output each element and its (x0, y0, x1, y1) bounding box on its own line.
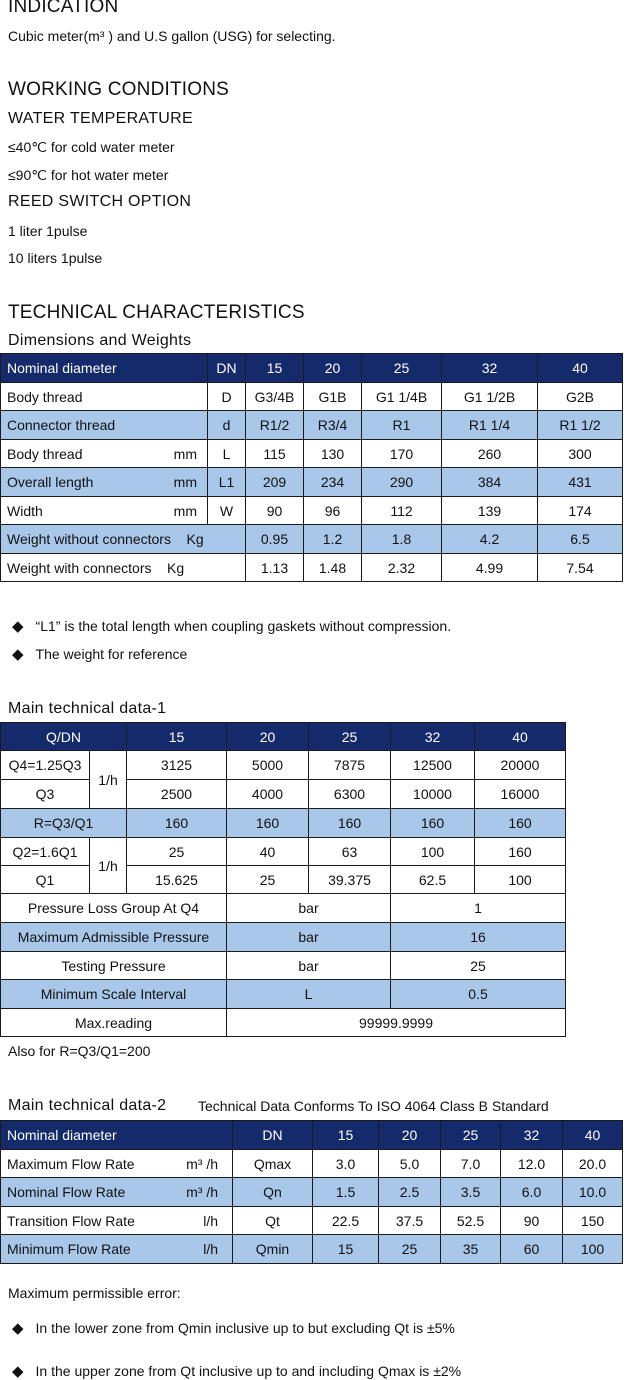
row-label: Q4=1.25Q3 (1, 751, 90, 780)
table-row (1, 497, 623, 525)
row-symbol: Qmin (233, 1235, 313, 1264)
cell: 160 (227, 809, 309, 838)
main2-header-cell: 20 (379, 1121, 441, 1150)
row-label: Overall length mm (1, 468, 208, 497)
row-label: Width mm (1, 497, 208, 525)
cell: 99999.9999 (227, 1009, 566, 1037)
cell: 1.2 (304, 525, 362, 554)
cell: 12500 (391, 751, 475, 780)
row-label: Pressure Loss Group At Q4 (1, 894, 227, 923)
cell: 170 (362, 440, 442, 468)
table-row (1, 383, 623, 411)
cell: 7.0 (441, 1150, 501, 1178)
cell: R3/4 (304, 411, 362, 440)
cell: 100 (391, 838, 475, 866)
note-2: ◆ The weight for reference (12, 646, 188, 663)
cell: 3125 (127, 751, 227, 780)
row-symbol: d (208, 411, 246, 440)
table-row (1, 1178, 623, 1207)
error-1: ◆ In the lower zone from Qmin inclusive up to but excluding Qt is ±5% (12, 1320, 455, 1337)
cell: 3.0 (313, 1150, 379, 1178)
cell: 112 (362, 497, 442, 525)
table-row (1, 554, 623, 582)
cell: 15.625 (127, 866, 227, 894)
cell: 12.0 (501, 1150, 563, 1178)
cell: 1.5 (313, 1178, 379, 1207)
row-label: Nominal Flow Rate m³ /h (1, 1178, 233, 1207)
table-row (1, 952, 566, 980)
cell: 6300 (309, 780, 391, 809)
cell: 115 (246, 440, 304, 468)
unit-cell: 1/h (90, 838, 127, 894)
cell: 431 (538, 468, 623, 497)
dims-header-cell: 15 (246, 354, 304, 383)
cell: 0.95 (246, 525, 304, 554)
row-symbol: Qn (233, 1178, 313, 1207)
cell: 90 (246, 497, 304, 525)
row-label: Weight without connectors Kg (1, 525, 246, 554)
dims-header-cell: 25 (362, 354, 442, 383)
cell: R1 (362, 411, 442, 440)
cell: 5000 (227, 751, 309, 780)
row-label: Minimum Scale Interval (1, 980, 227, 1009)
main2-title: Main technical data-2 (8, 1097, 167, 1114)
table-row (1, 440, 623, 468)
row-label: Connector thread (1, 411, 208, 440)
diamond-bullet-icon: ◆ (12, 1363, 24, 1380)
cell: 7.54 (538, 554, 623, 582)
cell: 37.5 (379, 1207, 441, 1235)
dims-header-cell: 32 (442, 354, 538, 383)
main2-header-cell: 15 (313, 1121, 379, 1150)
cell: G1 1/4B (362, 383, 442, 411)
cell: G2B (538, 383, 623, 411)
cell: 1.13 (246, 554, 304, 582)
cell: 16 (391, 923, 566, 952)
cell: G1 1/2B (442, 383, 538, 411)
working-title: WORKING CONDITIONS (8, 79, 230, 100)
cell: R1 1/4 (442, 411, 538, 440)
cell: 150 (563, 1207, 623, 1235)
diamond-bullet-icon: ◆ (12, 646, 24, 663)
cell: 2.5 (379, 1178, 441, 1207)
cell: 209 (246, 468, 304, 497)
row-label: Max.reading (1, 1009, 227, 1037)
cell: 100 (563, 1235, 623, 1264)
cell: 160 (475, 809, 566, 838)
table-row (1, 980, 566, 1009)
cell: 25 (391, 952, 566, 980)
main1-header-row (1, 723, 566, 751)
row-symbol: L (208, 440, 246, 468)
row-symbol: D (208, 383, 246, 411)
diamond-bullet-icon: ◆ (12, 1320, 24, 1337)
dims-header-cell: 40 (538, 354, 623, 383)
cell: 1 (391, 894, 566, 923)
row-symbol: L1 (208, 468, 246, 497)
error-title: Maximum permissible error: (8, 1285, 181, 1301)
cell: 15 (313, 1235, 379, 1264)
row-symbol: Qt (233, 1207, 313, 1235)
reed-1: 1 liter 1pulse (8, 223, 88, 239)
row-label: Body thread mm (1, 440, 208, 468)
main2-header-cell: Nominal diameter (1, 1121, 233, 1150)
reed-2: 10 liters 1pulse (8, 250, 103, 266)
row-label: Body thread (1, 383, 208, 411)
main2-subtitle: Technical Data Conforms To ISO 4064 Class B Standard (198, 1098, 549, 1114)
indication-text: Cubic meter(m³ ) and U.S gallon (USG) for selecting. (8, 28, 336, 44)
cell: 4000 (227, 780, 309, 809)
dims-header-cell: Nominal diameter (1, 354, 208, 383)
cell: G1B (304, 383, 362, 411)
row-label: Q2=1.6Q1 (1, 838, 90, 866)
cell: 139 (442, 497, 538, 525)
cell: 1.48 (304, 554, 362, 582)
cell: 5.0 (379, 1150, 441, 1178)
cell: 0.5 (391, 980, 566, 1009)
main2-table (0, 1120, 623, 1264)
cell: 3.5 (441, 1178, 501, 1207)
main2-header-cell: DN (233, 1121, 313, 1150)
cell: 300 (538, 440, 623, 468)
error-2: ◆ In the upper zone from Qt inclusive up to and including Qmax is ±2% (12, 1363, 462, 1380)
table-row (1, 411, 623, 440)
cell: 10.0 (563, 1178, 623, 1207)
table-row (1, 809, 566, 838)
unit-cell: bar (227, 952, 391, 980)
main1-header-cell: 25 (309, 723, 391, 751)
table-row (1, 894, 566, 923)
cell: 52.5 (441, 1207, 501, 1235)
cell: 4.2 (442, 525, 538, 554)
cell: 25 (379, 1235, 441, 1264)
unit-cell: bar (227, 923, 391, 952)
cell: 174 (538, 497, 623, 525)
table-row (1, 780, 566, 809)
dims-header-cell: 20 (304, 354, 362, 383)
main1-header-cell: 20 (227, 723, 309, 751)
hot-text: ≤90℃ for hot water meter (8, 167, 169, 183)
cell: 16000 (475, 780, 566, 809)
cell: 62.5 (391, 866, 475, 894)
cell: 96 (304, 497, 362, 525)
cell: 2.32 (362, 554, 442, 582)
row-label: Minimum Flow Rate l/h (1, 1235, 233, 1264)
cell: 39.375 (309, 866, 391, 894)
also-note: Also for R=Q3/Q1=200 (8, 1043, 151, 1059)
main2-header-cell: 40 (563, 1121, 623, 1150)
main1-table (0, 722, 566, 1037)
technical-title: TECHNICAL CHARACTERISTICS (8, 302, 305, 323)
main2-header-row (1, 1121, 623, 1150)
unit-cell: bar (227, 894, 391, 923)
dims-header-cell: DN (208, 354, 246, 383)
table-row (1, 1207, 623, 1235)
cell: 260 (442, 440, 538, 468)
cell: 60 (501, 1235, 563, 1264)
row-label: Maximum Admissible Pressure (1, 923, 227, 952)
main1-header-cell: Q/DN (1, 723, 127, 751)
table-row (1, 838, 566, 866)
row-label: Maximum Flow Rate m³ /h (1, 1150, 233, 1178)
cell: 10000 (391, 780, 475, 809)
row-label: Q1 (1, 866, 90, 894)
reed-title: REED SWITCH OPTION (8, 193, 192, 210)
cell: 25 (127, 838, 227, 866)
cell: 6.5 (538, 525, 623, 554)
cell: R1/2 (246, 411, 304, 440)
table-row (1, 751, 566, 780)
table-row (1, 866, 566, 894)
cell: 160 (309, 809, 391, 838)
main1-header-cell: 32 (391, 723, 475, 751)
unit-cell: 1/h (90, 751, 127, 809)
cold-text: ≤40℃ for cold water meter (8, 139, 175, 155)
cell: 22.5 (313, 1207, 379, 1235)
row-label: Weight with connectors Kg (1, 554, 246, 582)
cell: G3/4B (246, 383, 304, 411)
cell: 100 (475, 866, 566, 894)
row-label: Transition Flow Rate l/h (1, 1207, 233, 1235)
cell: 1.8 (362, 525, 442, 554)
cell: 35 (441, 1235, 501, 1264)
main1-header-cell: 40 (475, 723, 566, 751)
row-label: Q3 (1, 780, 90, 809)
row-symbol: W (208, 497, 246, 525)
indication-title: INDICATION (8, 0, 119, 17)
table-row (1, 1235, 623, 1264)
cell: 130 (304, 440, 362, 468)
cell: 160 (391, 809, 475, 838)
main2-header-cell: 32 (501, 1121, 563, 1150)
diamond-bullet-icon: ◆ (12, 618, 24, 635)
main1-title: Main technical data-1 (8, 700, 167, 717)
cell: 290 (362, 468, 442, 497)
cell: 4.99 (442, 554, 538, 582)
cell: 63 (309, 838, 391, 866)
cell: 6.0 (501, 1178, 563, 1207)
cell: 90 (501, 1207, 563, 1235)
main2-header-cell: 25 (441, 1121, 501, 1150)
cell: 160 (127, 809, 227, 838)
row-label: R=Q3/Q1 (1, 809, 127, 838)
dims-title: Dimensions and Weights (8, 332, 192, 349)
cell: 2500 (127, 780, 227, 809)
cell: 160 (475, 838, 566, 866)
note-1: ◆ “L1” is the total length when coupling gaskets without compression. (12, 618, 452, 635)
row-label: Testing Pressure (1, 952, 227, 980)
cell: 40 (227, 838, 309, 866)
temp-title: WATER TEMPERATURE (8, 110, 193, 127)
cell: 234 (304, 468, 362, 497)
cell: 7875 (309, 751, 391, 780)
main1-header-cell: 15 (127, 723, 227, 751)
row-symbol: Qmax (233, 1150, 313, 1178)
dims-table (0, 353, 623, 582)
table-row (1, 1150, 623, 1178)
table-row (1, 923, 566, 952)
table-row (1, 1009, 566, 1037)
dims-header-row (1, 354, 623, 383)
cell: 25 (227, 866, 309, 894)
cell: 20.0 (563, 1150, 623, 1178)
cell: 384 (442, 468, 538, 497)
cell: R1 1/2 (538, 411, 623, 440)
table-row (1, 468, 623, 497)
cell: 20000 (475, 751, 566, 780)
unit-cell: L (227, 980, 391, 1009)
table-row (1, 525, 623, 554)
